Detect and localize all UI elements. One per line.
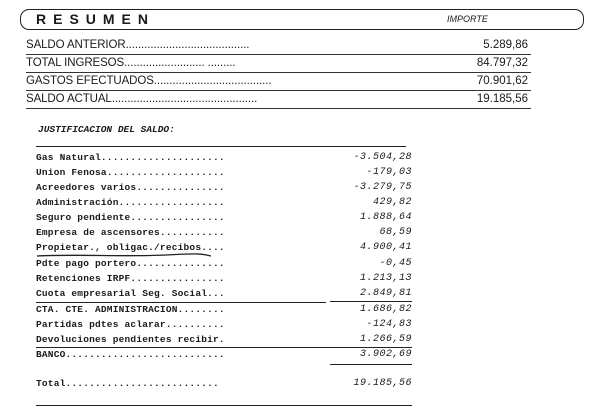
resumen-title: RESUMEN [36, 11, 156, 27]
justificacion-row-label: Propietar., obligac./recibos.... [36, 242, 225, 253]
justificacion-row-amount: -179,03 [366, 167, 412, 178]
resumen-row-label: GASTOS EFECTUADOS...................................... [26, 75, 272, 87]
justificacion-row-amount: 3.902,69 [359, 349, 412, 360]
justificacion-title: JUSTIFICACION DEL SALDO: [38, 124, 175, 135]
justificacion-row-amount: 1.888,64 [359, 212, 412, 223]
resumen-row-label: TOTAL INGRESOS.......................... ......... [26, 57, 236, 69]
justificacion-row-amount: 2.849,81 [359, 288, 412, 299]
justificacion-row-label: Seguro pendiente................ [36, 212, 225, 223]
justificacion-row-amount: 1.266,59 [359, 334, 412, 345]
resumen-row-label: SALDO ACTUAL............................................... [26, 93, 258, 105]
resumen-row-amount: 70.901,62 [476, 75, 528, 87]
justificacion-row-label: Pdte pago portero............... [36, 258, 225, 269]
subtotal-rule [330, 301, 412, 302]
resumen-row-gastos-efectuados [26, 73, 531, 91]
justificacion-row-amount: -124,83 [366, 319, 412, 330]
resumen-row-total-ingresos [26, 55, 531, 73]
justificacion-row-label: Devoluciones pendientes recibir. [36, 334, 225, 345]
justificacion-row-amount: 1.686,82 [359, 304, 412, 315]
justificacion-row-administracion [36, 196, 412, 211]
justificacion-top-rule [36, 146, 406, 147]
justificacion-row-label: Partidas pdtes aclarar.......... [36, 319, 225, 330]
row-divider [26, 108, 531, 109]
resumen-row-amount: 19.185,56 [476, 93, 528, 105]
resumen-row-saldo-actual [26, 91, 531, 109]
justificacion-row-gas-natural [36, 151, 412, 166]
total-amount: 19.185,56 [353, 378, 412, 389]
justificacion-row-label: CTA. CTE. ADMINISTRACION........ [36, 304, 225, 315]
banco-bottom-rule [330, 364, 412, 365]
justificacion-row-amount: 68,59 [379, 227, 412, 238]
justificacion-row-label: Acreedores varios............... [36, 182, 225, 193]
justificacion-row-seguro-pendiente [36, 211, 412, 226]
justificacion-row-devoluciones-pendientes [36, 333, 412, 348]
justificacion-row-label: Empresa de ascensores........... [36, 227, 225, 238]
justificacion-row-label: Union Fenosa.................... [36, 167, 225, 178]
justificacion-row-label: Retenciones IRPF................ [36, 273, 225, 284]
justificacion-row-amount: 4.900,41 [359, 242, 412, 253]
justificacion-row-amount: 1.213,13 [359, 273, 412, 284]
justificacion-row-union-fenosa [36, 166, 412, 181]
justificacion-row-label: BANCO........................... [36, 349, 225, 360]
justificacion-row-label: Gas Natural..................... [36, 152, 225, 163]
justificacion-row-amount: -0,45 [379, 258, 412, 269]
justificacion-row-acreedores-varios [36, 181, 412, 196]
justificacion-row-retenciones-irpf [36, 272, 412, 287]
resumen-row-saldo-anterior [26, 37, 531, 55]
justificacion-row-cuota-empresarial [36, 287, 412, 302]
justificacion-total-row [36, 377, 412, 392]
justificacion-row-banco [36, 348, 412, 363]
section-divider-left [36, 302, 326, 303]
justificacion-row-partidas-pdtes [36, 318, 412, 333]
justificacion-row-amount: -3.279,75 [353, 182, 412, 193]
justificacion-row-cta-cte-administracion [36, 303, 412, 318]
resumen-row-label: SALDO ANTERIOR........................................ [26, 39, 250, 51]
total-label: Total.......................... [36, 378, 219, 389]
importe-column-header: IMPORTE [447, 14, 488, 24]
justificacion-row-label: Administración.................. [36, 197, 225, 208]
total-bottom-rule [36, 405, 412, 406]
resumen-row-amount: 5.289,86 [483, 39, 528, 51]
justificacion-row-pdte-pago-portero [36, 257, 412, 272]
justificacion-row-amount: 429,82 [372, 197, 412, 208]
justificacion-row-amount: -3.504,28 [353, 152, 412, 163]
resumen-row-amount: 84.797,32 [476, 57, 528, 69]
justificacion-row-label: Cuota empresarial Seg. Social... [36, 288, 225, 299]
justificacion-row-empresa-ascensores [36, 226, 412, 241]
